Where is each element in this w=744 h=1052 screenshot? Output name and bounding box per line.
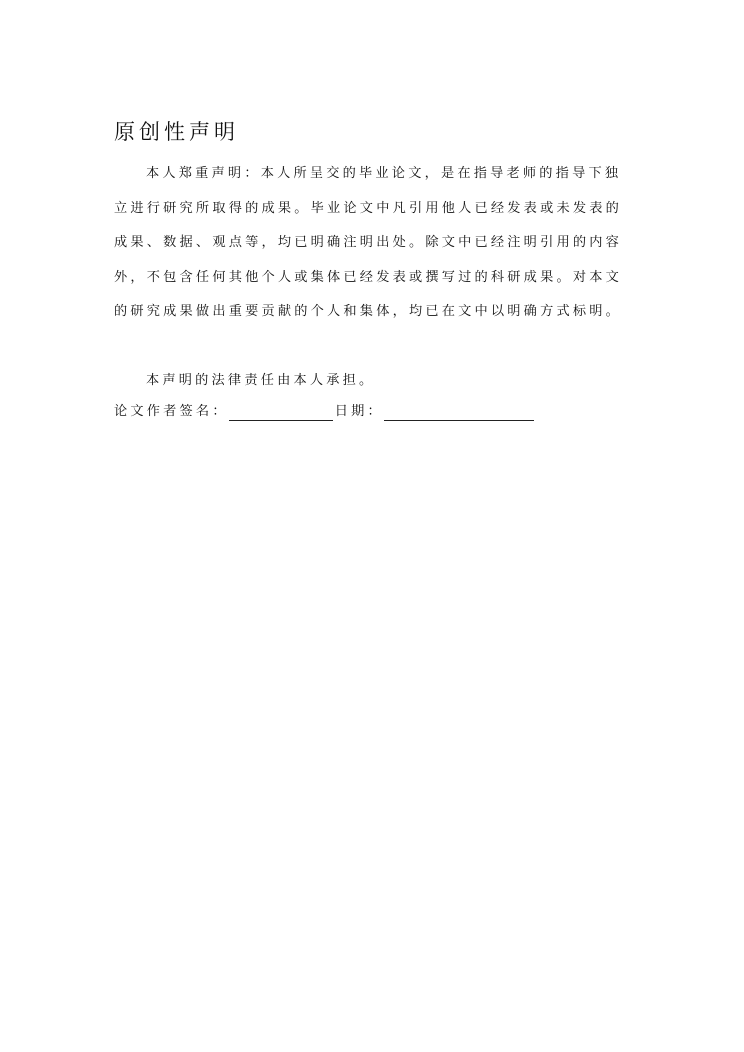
declaration-text: 本人郑重声明：本人所呈交的毕业论文，是在指导老师的指导下独立进行研究所取得的成果。毕业论文中凡引用他人已经发表或未发表的成果、数据、观点等，均已明确注明出处。除文中已经注明引用的内容外，不包含任何其他个人或集体已经发表或撰写过的科研成果。对本文的研究成果做出重要贡献的个人和集体，均已在文中以明确方式标明。: [114, 166, 623, 319]
signature-blank[interactable]: [229, 398, 333, 421]
page-title: 原创性声明: [114, 120, 239, 144]
signature-line: [114, 397, 534, 427]
signature-label: 论文作者签名：: [114, 404, 229, 419]
declaration-paragraph: [114, 157, 634, 330]
date-label: 日期：: [334, 404, 384, 419]
liability-paragraph: [114, 364, 634, 399]
date-blank[interactable]: [384, 398, 534, 421]
liability-text: 本声明的法律责任由本人承担。: [146, 373, 376, 388]
